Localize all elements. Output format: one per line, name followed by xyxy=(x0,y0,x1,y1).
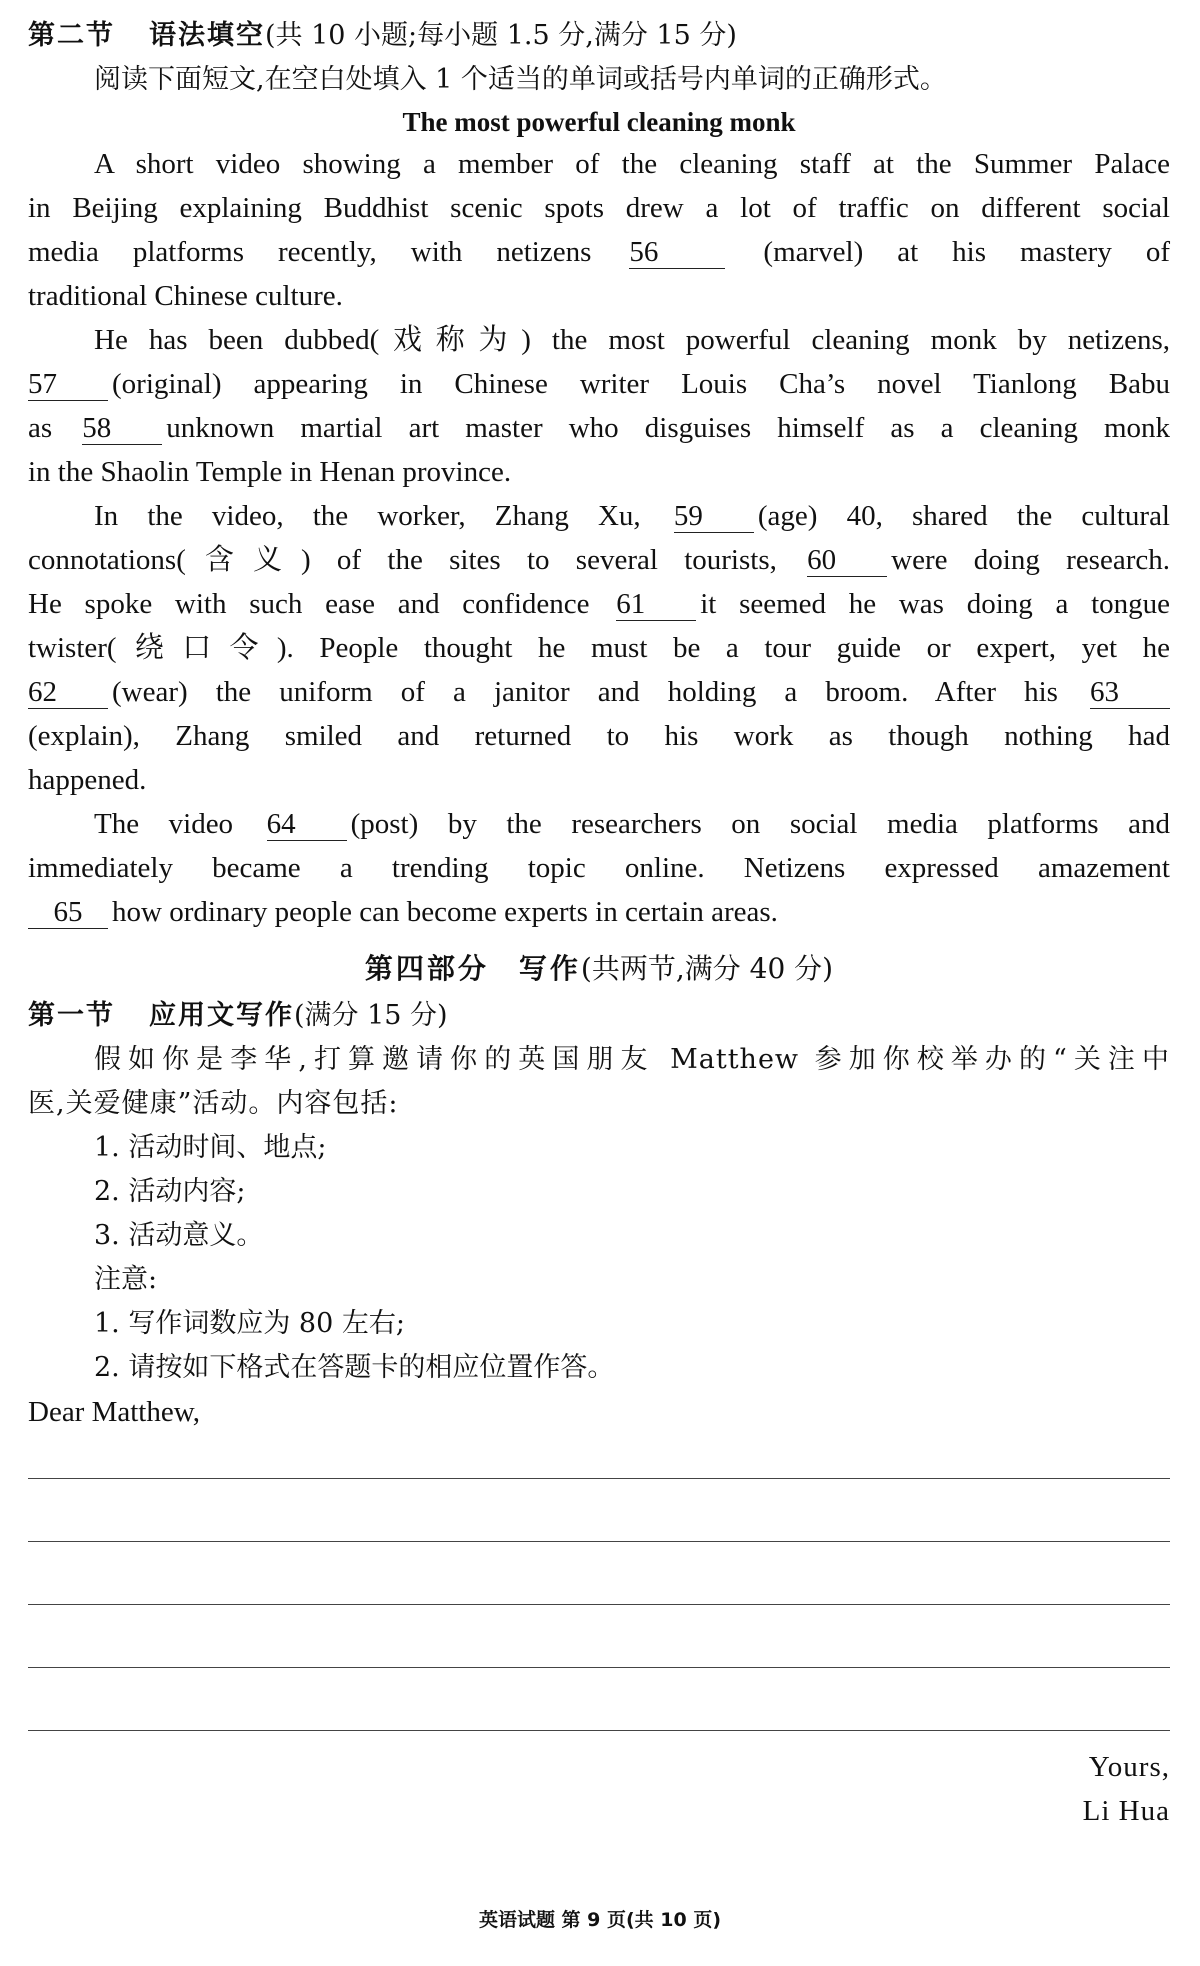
passage-line: connotations(含义) of the sites to several tourists, 60 were doing research. xyxy=(28,544,1170,576)
section1-note: (满分 15 分) xyxy=(294,1000,448,1031)
passage-line: as 58 unknown martial art master who disguises himself as a cleaning monk xyxy=(28,412,1171,444)
section2-header xyxy=(28,14,1170,58)
exam-page xyxy=(28,14,1170,1833)
letter-closing: Yours, xyxy=(1088,1751,1170,1783)
passage-line: in Beijing explaining Buddhist scenic spots drew a lot of traffic on different social xyxy=(28,192,1170,224)
blank-65[interactable]: 65 xyxy=(28,896,108,929)
answer-area[interactable] xyxy=(28,1416,1170,1731)
part4-title: 写作 xyxy=(518,952,581,985)
passage-line: twister(绕口令). People thought he must be a tour guide or expert, yet he xyxy=(28,632,1170,664)
section1-label: 第一节 xyxy=(28,1000,115,1031)
passage-line: happened. xyxy=(28,764,147,796)
section1-name: 应用文写作 xyxy=(149,1000,294,1031)
passage-line: 57 (original) appearing in Chinese writer Louis Cha’s novel Tianlong Babu xyxy=(28,368,1170,400)
writing-prompt-line: 医,关爱健康”活动。内容包括: xyxy=(28,1088,399,1119)
section2-name: 语法填空 xyxy=(149,20,265,51)
passage-line: A short video showing a member of the cleaning staff at the Summer Palace xyxy=(94,148,1170,180)
blank-64[interactable]: 64 xyxy=(267,808,347,841)
letter-greeting: Dear Matthew, xyxy=(28,1396,201,1428)
answer-line[interactable] xyxy=(28,1605,1170,1668)
passage-line: media platforms recently, with netizens 56 (marvel) at his mastery of xyxy=(28,236,1171,268)
content-item: 3. 活动意义。 xyxy=(94,1220,264,1251)
section2-note: (共 10 小题;每小题 1.5 分,满分 15 分) xyxy=(265,20,737,51)
part4-note: (共两节,满分 40 分) xyxy=(580,952,834,985)
answer-line[interactable] xyxy=(28,1542,1170,1605)
writing-prompt-line: 假如你是李华,打算邀请你的英国朋友 Matthew 参加你校举办的“关注中 xyxy=(94,1044,1170,1075)
notice-item: 2. 请按如下格式在答题卡的相应位置作答。 xyxy=(94,1352,615,1383)
part4-name: 第四部分 xyxy=(364,952,489,985)
passage-line: In the video, the worker, Zhang Xu, 59 (age) 40, shared the cultural xyxy=(94,500,1170,532)
blank-58[interactable]: 58 xyxy=(82,412,162,445)
passage-line: 62 (wear) the uniform of a janitor and holding a broom. After his 63 xyxy=(28,670,1170,714)
notice-item: 1. 写作词数应为 80 左右; xyxy=(94,1308,405,1339)
answer-line[interactable] xyxy=(28,1668,1170,1731)
passage-line: He has been dubbed(戏称为) the most powerful cleaning monk by netizens, xyxy=(94,324,1170,356)
page-footer: 英语试题 第 9 页(共 10 页) xyxy=(478,1909,722,1931)
blank-57[interactable]: 57 xyxy=(28,368,108,401)
blank-63[interactable]: 63 xyxy=(1090,676,1170,709)
section1-header xyxy=(28,994,1170,1038)
section2-instruction: 阅读下面短文,在空白处填入 1 个适当的单词或括号内单词的正确形式。 xyxy=(94,64,947,95)
blank-59[interactable]: 59 xyxy=(674,500,754,533)
passage-line: The video 64 (post) by the researchers on social media platforms and xyxy=(94,808,1170,840)
blank-61[interactable]: 61 xyxy=(616,588,696,621)
blank-56[interactable]: 56 xyxy=(629,236,725,269)
section2-label: 第二节 xyxy=(28,20,115,51)
passage-line: in the Shaolin Temple in Henan province. xyxy=(28,456,512,488)
content-item: 2. 活动内容; xyxy=(94,1176,246,1207)
blank-60[interactable]: 60 xyxy=(807,544,887,577)
part4-header xyxy=(28,944,1170,994)
content-item: 1. 活动时间、地点; xyxy=(94,1132,327,1163)
passage-line: immediately became a trending topic online. Netizens expressed amazement xyxy=(28,852,1170,884)
passage-line: (explain), Zhang smiled and returned to his work as though nothing had xyxy=(28,720,1170,752)
blank-62[interactable]: 62 xyxy=(28,676,108,709)
passage-line: traditional Chinese culture. xyxy=(28,280,343,312)
passage-title: The most powerful cleaning monk xyxy=(402,107,796,137)
notice-label: 注意: xyxy=(94,1264,158,1295)
passage-line: 65 how ordinary people can become experts in certain areas. xyxy=(28,890,1170,934)
answer-line[interactable] xyxy=(28,1479,1170,1542)
passage-line: He spoke with such ease and confidence 61 it seemed he was doing a tongue xyxy=(28,588,1170,620)
letter-signature: Li Hua xyxy=(1082,1795,1170,1827)
